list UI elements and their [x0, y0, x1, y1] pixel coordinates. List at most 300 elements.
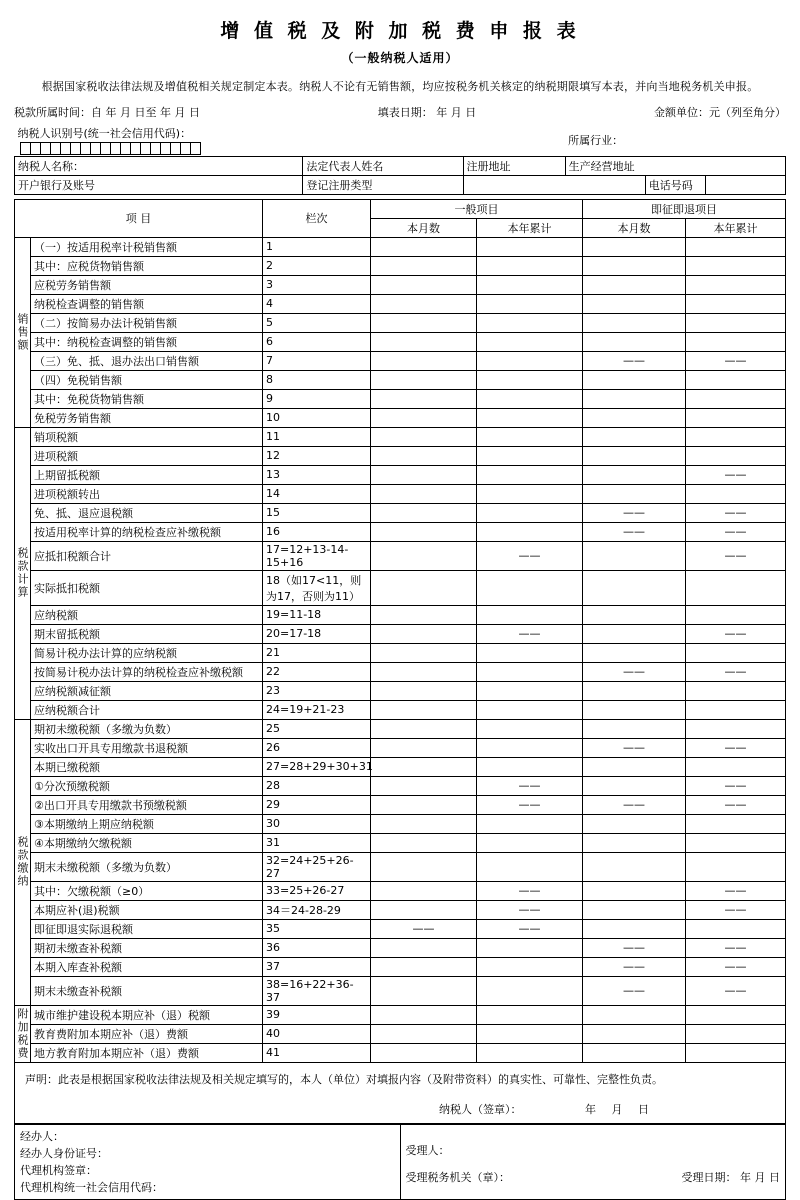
row-cell-general-year[interactable] — [477, 522, 583, 541]
row-cell-refund-month[interactable] — [583, 919, 686, 938]
row-cell-general-year[interactable] — [477, 446, 583, 465]
row-line-number: 1 — [263, 237, 371, 256]
row-line-number: 9 — [263, 389, 371, 408]
row-line-number: 3 — [263, 275, 371, 294]
row-cell-general-month[interactable] — [371, 643, 477, 662]
row-line-number: 31 — [263, 833, 371, 852]
row-cell-general-year[interactable] — [477, 738, 583, 757]
table-row — [15, 919, 786, 938]
table-row — [15, 643, 786, 662]
row-cell-general-year[interactable] — [477, 1024, 583, 1043]
row-line-number: 15 — [263, 503, 371, 522]
row-cell-refund-month[interactable] — [583, 719, 686, 738]
table-row — [15, 389, 786, 408]
row-item-label: 其中：免税货物销售额 — [31, 389, 263, 408]
table-row — [15, 313, 786, 332]
acceptance-cell — [400, 1124, 786, 1199]
row-cell-refund-month-na: —— — [583, 662, 686, 681]
table-row — [15, 624, 786, 643]
row-cell-general-month[interactable] — [371, 370, 477, 389]
table-row — [15, 294, 786, 313]
industry-label: 所属行业： — [568, 133, 624, 147]
row-cell-general-year[interactable] — [477, 719, 583, 738]
row-cell-refund-year-na: —— — [686, 976, 786, 1005]
table-row — [15, 681, 786, 700]
row-cell-general-month[interactable] — [371, 624, 477, 643]
row-cell-general-year[interactable] — [477, 294, 583, 313]
table-row — [15, 833, 786, 852]
row-item-label: 即征即退实际退税额 — [31, 919, 263, 938]
table-body — [15, 237, 786, 1062]
preparer-cell — [15, 1124, 401, 1199]
row-cell-refund-year-na: —— — [686, 503, 786, 522]
page-title: 增 值 税 及 附 加 税 费 申 报 表 — [220, 20, 580, 42]
row-cell-refund-month[interactable] — [583, 881, 686, 900]
table-row — [15, 1024, 786, 1043]
row-item-label: 城市维护建设税本期应补（退）税额 — [31, 1005, 263, 1024]
footer-row — [15, 1124, 786, 1199]
table-row — [15, 465, 786, 484]
row-line-number: 34＝24-28-29 — [263, 900, 371, 919]
row-cell-general-month[interactable] — [371, 719, 477, 738]
row-cell-refund-year[interactable] — [686, 389, 786, 408]
row-cell-general-year[interactable] — [477, 237, 583, 256]
row-cell-refund-month[interactable] — [583, 389, 686, 408]
row-cell-general-year[interactable] — [477, 313, 583, 332]
row-line-number: 41 — [263, 1043, 371, 1062]
col-item-header: 项 目 — [15, 199, 263, 237]
row-cell-general-month[interactable] — [371, 408, 477, 427]
row-item-label: 本期已缴税额 — [31, 757, 263, 776]
row-cell-refund-year-na: —— — [686, 541, 786, 570]
table-row — [15, 976, 786, 1005]
row-line-number: 22 — [263, 662, 371, 681]
row-cell-general-year-na: —— — [477, 900, 583, 919]
row-cell-general-month[interactable] — [371, 738, 477, 757]
row-cell-general-month[interactable] — [371, 976, 477, 1005]
row-cell-refund-year[interactable] — [686, 446, 786, 465]
table-row — [15, 275, 786, 294]
info-row-name — [15, 156, 786, 175]
row-cell-refund-year[interactable] — [686, 852, 786, 881]
row-cell-general-month[interactable] — [371, 237, 477, 256]
row-cell-refund-month[interactable] — [583, 541, 686, 570]
row-cell-refund-month[interactable] — [583, 408, 686, 427]
row-line-number: 16 — [263, 522, 371, 541]
table-row — [15, 332, 786, 351]
bank-account-label: 开户银行及账号 — [15, 175, 303, 194]
footer-table — [14, 1124, 786, 1200]
row-line-number: 12 — [263, 446, 371, 465]
row-cell-general-month[interactable] — [371, 900, 477, 919]
row-item-label: 按简易计税办法计算的纳税检查应补缴税额 — [31, 662, 263, 681]
industry-cell — [565, 124, 785, 156]
row-line-number: 19=11-18 — [263, 605, 371, 624]
row-cell-refund-year[interactable] — [686, 757, 786, 776]
row-cell-refund-month[interactable] — [583, 624, 686, 643]
row-cell-refund-year-na: —— — [686, 351, 786, 370]
row-line-number: 36 — [263, 938, 371, 957]
row-cell-refund-year[interactable] — [686, 1024, 786, 1043]
row-line-number: 24=19+21-23 — [263, 700, 371, 719]
row-cell-refund-month[interactable] — [583, 605, 686, 624]
row-cell-refund-year-na: —— — [686, 465, 786, 484]
row-cell-general-year-na: —— — [477, 776, 583, 795]
col-general-month-header: 本月数 — [371, 218, 477, 237]
table-row — [15, 719, 786, 738]
row-item-label: 地方教育附加本期应补（退）费额 — [31, 1043, 263, 1062]
row-cell-refund-month[interactable] — [583, 332, 686, 351]
row-cell-refund-year[interactable] — [686, 570, 786, 605]
col-general-header: 一般项目 — [371, 199, 583, 218]
row-cell-general-month-na: —— — [371, 919, 477, 938]
row-cell-general-month[interactable] — [371, 700, 477, 719]
row-cell-general-year[interactable] — [477, 852, 583, 881]
row-cell-refund-year-na: —— — [686, 662, 786, 681]
row-cell-refund-month[interactable] — [583, 1024, 686, 1043]
row-cell-refund-year[interactable] — [686, 408, 786, 427]
row-cell-general-month[interactable] — [371, 605, 477, 624]
row-cell-general-month[interactable] — [371, 833, 477, 852]
row-line-number: 30 — [263, 814, 371, 833]
row-line-number: 5 — [263, 313, 371, 332]
row-cell-general-year[interactable] — [477, 1005, 583, 1024]
row-line-number: 4 — [263, 294, 371, 313]
row-cell-general-month[interactable] — [371, 852, 477, 881]
row-line-number: 33=25+26-27 — [263, 881, 371, 900]
row-cell-refund-month-na: —— — [583, 503, 686, 522]
row-item-label: 应税劳务销售额 — [31, 275, 263, 294]
row-line-number: 26 — [263, 738, 371, 757]
table-row — [15, 256, 786, 275]
table-row — [15, 605, 786, 624]
row-cell-general-month[interactable] — [371, 814, 477, 833]
row-cell-general-year[interactable] — [477, 681, 583, 700]
row-cell-general-month[interactable] — [371, 570, 477, 605]
row-cell-refund-month[interactable] — [583, 484, 686, 503]
row-cell-refund-month[interactable] — [583, 237, 686, 256]
row-cell-general-year[interactable] — [477, 503, 583, 522]
row-item-label: 应纳税额减征额 — [31, 681, 263, 700]
table-head — [15, 199, 786, 237]
row-line-number: 17=12+13-14-15+16 — [263, 541, 371, 570]
row-cell-general-month[interactable] — [371, 427, 477, 446]
col-refund-header: 即征即退项目 — [583, 199, 786, 218]
row-item-label: 期末未缴税额（多缴为负数） — [31, 852, 263, 881]
period-label: 税款所属时间：自 年 月 日至 年 月 日 — [14, 106, 200, 119]
row-cell-refund-month[interactable] — [583, 681, 686, 700]
row-line-number: 32=24+25+26-27 — [263, 852, 371, 881]
row-cell-general-month[interactable] — [371, 389, 477, 408]
table-row — [15, 852, 786, 881]
business-address-label: 生产经营地址 — [565, 156, 785, 175]
row-item-label: 实际抵扣税额 — [31, 570, 263, 605]
declaration-text: 声明：此表是根据国家税收法律法规及相关规定填写的，本人（单位）对填报内容（及附带资料）的真实性、可靠性、完整性负责。 — [25, 1072, 663, 1086]
row-item-label: ④本期缴纳欠缴税额 — [31, 833, 263, 852]
section-label-surcharge: 附加税费 — [15, 1005, 31, 1062]
row-line-number: 10 — [263, 408, 371, 427]
row-cell-refund-month-na: —— — [583, 938, 686, 957]
table-row — [15, 522, 786, 541]
row-cell-refund-month[interactable] — [583, 256, 686, 275]
row-cell-refund-year[interactable] — [686, 484, 786, 503]
declaration-block — [14, 1063, 786, 1124]
row-cell-general-year[interactable] — [477, 833, 583, 852]
info-row-bank — [15, 175, 786, 194]
row-cell-general-year[interactable] — [477, 605, 583, 624]
row-cell-refund-year[interactable] — [686, 427, 786, 446]
row-cell-general-month[interactable] — [371, 275, 477, 294]
row-cell-refund-year[interactable] — [686, 1005, 786, 1024]
row-cell-refund-year-na: —— — [686, 938, 786, 957]
taxpayer-id-cell — [15, 124, 303, 156]
row-cell-refund-year[interactable] — [686, 294, 786, 313]
row-cell-general-month[interactable] — [371, 294, 477, 313]
row-cell-general-year[interactable] — [477, 332, 583, 351]
row-cell-general-month[interactable] — [371, 465, 477, 484]
info-row-id — [15, 124, 786, 156]
table-row — [15, 408, 786, 427]
row-cell-refund-month[interactable] — [583, 446, 686, 465]
row-line-number: 2 — [263, 256, 371, 275]
acceptance-spacer-2 — [406, 1159, 781, 1169]
row-cell-general-year[interactable] — [477, 484, 583, 503]
acceptor-label: 受理人： — [405, 1143, 450, 1157]
row-item-label: 教育费附加本期应补（退）费额 — [31, 1024, 263, 1043]
row-line-number: 18（如17<11，则为17，否则为11） — [263, 570, 371, 605]
phone-label: 电话号码 — [645, 175, 705, 194]
row-cell-general-year[interactable] — [477, 465, 583, 484]
row-cell-general-month[interactable] — [371, 1024, 477, 1043]
row-item-label: 应纳税额 — [31, 605, 263, 624]
row-cell-refund-year[interactable] — [686, 237, 786, 256]
row-cell-general-month[interactable] — [371, 256, 477, 275]
table-row — [15, 700, 786, 719]
row-cell-refund-month-na: —— — [583, 976, 686, 1005]
row-item-label: 按适用税率计算的纳税检查应补缴税额 — [31, 522, 263, 541]
row-cell-refund-month[interactable] — [583, 370, 686, 389]
table-row — [15, 237, 786, 256]
row-line-number: 38=16+22+36-37 — [263, 976, 371, 1005]
row-item-label: 其中：欠缴税额（≥0） — [31, 881, 263, 900]
row-cell-refund-year-na: —— — [686, 795, 786, 814]
row-cell-refund-month[interactable] — [583, 643, 686, 662]
row-cell-refund-year[interactable] — [686, 313, 786, 332]
row-cell-general-year-na: —— — [477, 919, 583, 938]
row-cell-general-year[interactable] — [477, 957, 583, 976]
table-row — [15, 900, 786, 919]
row-cell-general-year[interactable] — [477, 427, 583, 446]
row-item-label: 销项税额 — [31, 427, 263, 446]
row-cell-general-year[interactable] — [477, 643, 583, 662]
row-cell-general-month[interactable] — [371, 332, 477, 351]
row-item-label: ③本期缴纳上期应纳税额 — [31, 814, 263, 833]
row-item-label: 纳税检查调整的销售额 — [31, 294, 263, 313]
main-tax-table — [14, 199, 786, 1063]
acceptance-spacer — [406, 1128, 781, 1142]
row-cell-general-year[interactable] — [477, 370, 583, 389]
row-cell-refund-year[interactable] — [686, 700, 786, 719]
row-cell-general-month[interactable] — [371, 1005, 477, 1024]
row-cell-general-year[interactable] — [477, 408, 583, 427]
row-cell-refund-month[interactable] — [583, 814, 686, 833]
row-cell-refund-month[interactable] — [583, 313, 686, 332]
acceptance-bottom-row — [406, 1169, 781, 1186]
row-cell-refund-year-na: —— — [686, 624, 786, 643]
registration-type-value[interactable] — [463, 175, 645, 194]
phone-value[interactable] — [705, 175, 785, 194]
legal-rep-label: 法定代表人姓名 — [303, 156, 463, 175]
row-cell-refund-year[interactable] — [686, 1043, 786, 1062]
row-cell-refund-year-na: —— — [686, 776, 786, 795]
row-cell-general-year[interactable] — [477, 757, 583, 776]
table-row — [15, 427, 786, 446]
row-cell-refund-year[interactable] — [686, 643, 786, 662]
row-cell-general-year-na: —— — [477, 624, 583, 643]
table-row — [15, 738, 786, 757]
row-item-label: 免税劳务销售额 — [31, 408, 263, 427]
row-item-label: 期末未缴查补税额 — [31, 976, 263, 1005]
row-cell-refund-month[interactable] — [583, 427, 686, 446]
row-cell-refund-month[interactable] — [583, 852, 686, 881]
table-row — [15, 957, 786, 976]
table-row — [15, 881, 786, 900]
row-line-number: 37 — [263, 957, 371, 976]
intro-text: 根据国家税收法律法规及增值税相关规定制定本表。纳税人不论有无销售额，均应按税务机关核定的纳税期限填写本表，并向当地税务机关申报。 — [41, 80, 759, 93]
row-line-number: 35 — [263, 919, 371, 938]
row-cell-refund-year[interactable] — [686, 719, 786, 738]
row-cell-general-year[interactable] — [477, 662, 583, 681]
row-line-number: 11 — [263, 427, 371, 446]
row-cell-general-month[interactable] — [371, 776, 477, 795]
row-item-label: 简易计税办法计算的应纳税额 — [31, 643, 263, 662]
table-row — [15, 795, 786, 814]
row-cell-general-month[interactable] — [371, 503, 477, 522]
row-cell-refund-month[interactable] — [583, 1005, 686, 1024]
row-line-number: 28 — [263, 776, 371, 795]
row-cell-general-year[interactable] — [477, 1043, 583, 1062]
row-cell-general-year[interactable] — [477, 570, 583, 605]
row-cell-general-year-na: —— — [477, 795, 583, 814]
row-cell-general-month[interactable] — [371, 313, 477, 332]
table-row — [15, 776, 786, 795]
row-cell-general-month[interactable] — [371, 662, 477, 681]
row-cell-general-year[interactable] — [477, 814, 583, 833]
row-cell-general-year[interactable] — [477, 976, 583, 1005]
section-label-tax_pay: 税款缴纳 — [15, 719, 31, 1005]
row-cell-refund-year[interactable] — [686, 919, 786, 938]
row-cell-general-year[interactable] — [477, 700, 583, 719]
row-cell-refund-year-na: —— — [686, 957, 786, 976]
table-row — [15, 484, 786, 503]
table-row — [15, 541, 786, 570]
row-cell-refund-month[interactable] — [583, 570, 686, 605]
row-cell-refund-month[interactable] — [583, 900, 686, 919]
table-row — [15, 662, 786, 681]
amount-unit-label: 金额单位：元（列至角分） — [654, 106, 786, 119]
row-cell-refund-month[interactable] — [583, 275, 686, 294]
row-cell-general-year[interactable] — [477, 256, 583, 275]
row-cell-refund-year[interactable] — [686, 814, 786, 833]
section-label-tax_calc: 税款计算 — [15, 427, 31, 719]
table-row — [15, 446, 786, 465]
row-line-number: 29 — [263, 795, 371, 814]
row-cell-refund-year[interactable] — [686, 275, 786, 294]
row-cell-general-year-na: —— — [477, 541, 583, 570]
row-cell-general-month[interactable] — [371, 351, 477, 370]
row-cell-general-year[interactable] — [477, 389, 583, 408]
row-cell-refund-month[interactable] — [583, 833, 686, 852]
row-item-label: 应纳税额合计 — [31, 700, 263, 719]
row-cell-general-month[interactable] — [371, 938, 477, 957]
col-general-year-header: 本年累计 — [477, 218, 583, 237]
table-row — [15, 938, 786, 957]
row-item-label: ②出口开具专用缴款书预缴税额 — [31, 795, 263, 814]
row-line-number: 40 — [263, 1024, 371, 1043]
row-cell-general-month[interactable] — [371, 795, 477, 814]
row-cell-refund-year[interactable] — [686, 605, 786, 624]
row-line-number: 7 — [263, 351, 371, 370]
row-cell-general-year[interactable] — [477, 351, 583, 370]
row-item-label: ①分次预缴税额 — [31, 776, 263, 795]
accept-org-label: 受理税务机关（章）： — [405, 1170, 510, 1184]
row-cell-refund-month[interactable] — [583, 757, 686, 776]
row-cell-refund-year[interactable] — [686, 833, 786, 852]
row-cell-refund-year[interactable] — [686, 681, 786, 700]
row-cell-refund-month[interactable] — [583, 776, 686, 795]
row-cell-general-year[interactable] — [477, 275, 583, 294]
row-cell-general-month[interactable] — [371, 522, 477, 541]
row-cell-refund-year[interactable] — [686, 332, 786, 351]
row-cell-refund-year-na: —— — [686, 738, 786, 757]
taxpayer-id-boxes[interactable] — [20, 142, 200, 155]
row-cell-general-month[interactable] — [371, 1043, 477, 1062]
row-line-number: 8 — [263, 370, 371, 389]
row-cell-general-year[interactable] — [477, 938, 583, 957]
declaration-date-label: 年 月 日 — [585, 1102, 655, 1116]
row-line-number: 21 — [263, 643, 371, 662]
row-cell-general-month[interactable] — [371, 484, 477, 503]
row-cell-general-month[interactable] — [371, 446, 477, 465]
row-line-number: 6 — [263, 332, 371, 351]
row-cell-general-year-na: —— — [477, 881, 583, 900]
row-cell-general-month[interactable] — [371, 881, 477, 900]
row-cell-general-month[interactable] — [371, 757, 477, 776]
table-row — [15, 570, 786, 605]
taxpayer-id-label: 纳税人识别号(统一社会信用代码)： — [17, 127, 192, 140]
col-line-header: 栏次 — [263, 199, 371, 237]
row-cell-refund-year[interactable] — [686, 256, 786, 275]
preparer-label: 经办人： — [20, 1129, 64, 1143]
row-item-label: （一）按适用税率计税销售额 — [31, 237, 263, 256]
row-cell-general-month[interactable] — [371, 541, 477, 570]
head-row-1 — [15, 199, 786, 218]
row-item-label: 本期应补(退)税额 — [31, 900, 263, 919]
row-cell-refund-month[interactable] — [583, 465, 686, 484]
row-line-number: 25 — [263, 719, 371, 738]
row-cell-general-month[interactable] — [371, 957, 477, 976]
row-cell-general-month[interactable] — [371, 681, 477, 700]
spacer-cell-1 — [303, 124, 565, 156]
row-cell-refund-month[interactable] — [583, 700, 686, 719]
row-item-label: 进项税额转出 — [31, 484, 263, 503]
row-cell-refund-month[interactable] — [583, 294, 686, 313]
agency-seal-label: 代理机构签章： — [20, 1163, 97, 1177]
row-cell-refund-month[interactable] — [583, 1043, 686, 1062]
row-cell-refund-year[interactable] — [686, 370, 786, 389]
row-item-label: （三）免、抵、退办法出口销售额 — [31, 351, 263, 370]
row-line-number: 13 — [263, 465, 371, 484]
